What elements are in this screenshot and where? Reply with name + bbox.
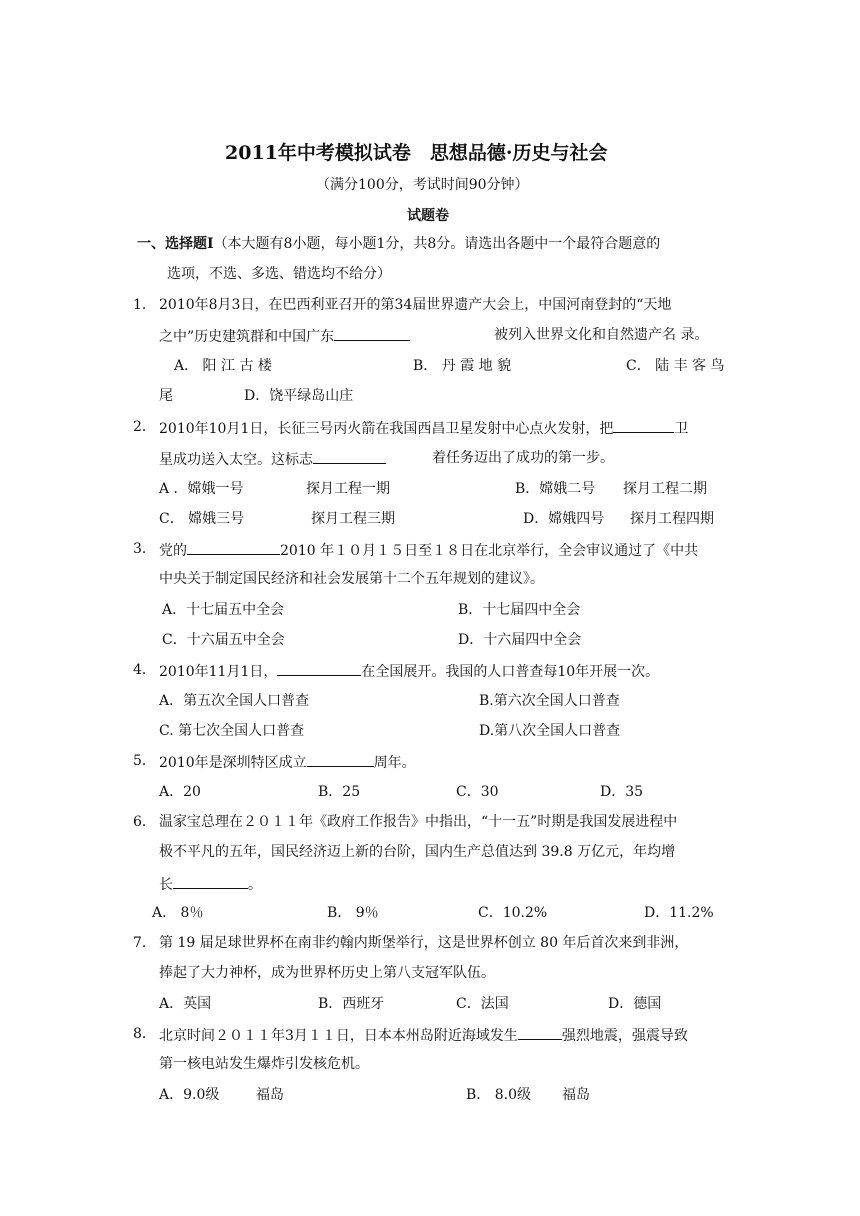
question-4-option-d: D.第八次全国人口普查: [479, 723, 621, 739]
question-6-text-end: 。: [248, 877, 262, 893]
question-6-number: 6．: [133, 814, 156, 830]
part1-instruction: （本大题有8小题，每小题1分，共8分。请选出各题中一个最符合题意的: [213, 236, 661, 252]
question-2-text: 2010年10月1日，长征三号丙火箭在我国西昌卫星发射中心点火发射，把: [159, 421, 614, 437]
question-6-option-a: A． 8％: [152, 905, 204, 921]
answer-blank: [277, 660, 361, 676]
part1-heading: 一、选择题Ⅰ: [137, 236, 214, 252]
question-8-option-b: B． 8.0级: [466, 1087, 532, 1103]
question-8-number: 8．: [133, 1026, 156, 1042]
question-2-option-d: D．嫦娥四号: [523, 511, 605, 527]
question-1-stem-cont: [159, 325, 410, 347]
question-1-option-c-cont: 尾: [159, 388, 173, 404]
question-3-text: 党的: [159, 543, 187, 559]
question-5-stem: [159, 751, 416, 773]
question-2-option-a-detail: 探月工程一期: [306, 481, 390, 497]
question-8-text-end: 强烈地震，强震导致: [561, 1028, 688, 1044]
question-2-option-b-detail: 探月工程二期: [623, 481, 707, 497]
question-8-option-a: A．9.0级: [159, 1087, 220, 1103]
question-5-option-c: C．30: [456, 784, 499, 800]
question-5-text-end: 周年。: [373, 755, 416, 771]
question-1-text-end: 被列入世界文化和自然遗产名 录。: [494, 327, 709, 343]
section-label: 试题卷: [407, 208, 449, 224]
question-3-option-a: A．十七届五中全会: [162, 602, 285, 618]
answer-blank: [313, 448, 386, 464]
question-1-option-c: C． 陆 丰 客 鸟: [626, 358, 725, 374]
question-4-option-c: C. 第七次全国人口普查: [159, 723, 305, 739]
question-3-stem: [159, 539, 698, 561]
question-2-text-2: 星成功送入太空。这标志: [159, 452, 313, 468]
question-7-number: 7．: [133, 935, 156, 951]
question-2-stem: [159, 417, 688, 439]
question-4-option-b: B.第六次全国人口普查: [479, 693, 620, 709]
question-8-option-b-detail: 福岛: [562, 1087, 590, 1103]
question-4-text-end: 在全国展开。我国的人口普查每10年开展一次。: [361, 664, 660, 680]
question-2-option-c: C． 嫦娥三号: [159, 511, 245, 527]
question-1-stem: 2010年8月3日，在巴西利亚召开的第34届世界遗产大会上，中国河南登封的“天地: [159, 297, 672, 313]
question-4-text: 2010年11月1日，: [159, 664, 278, 680]
answer-blank: [334, 325, 410, 341]
question-6-stem-end: [159, 873, 262, 895]
question-4-number: 4．: [133, 662, 156, 678]
question-1-option-d: D．饶平绿岛山庄: [244, 388, 354, 404]
question-1-number: 1．: [133, 297, 156, 313]
question-3-option-b: B．十七届四中全会: [458, 602, 581, 618]
question-4-stem: [159, 660, 659, 682]
question-2-option-b: B．嫦娥二号: [515, 481, 596, 497]
question-3-option-c: C．十六届五中全会: [162, 632, 285, 648]
answer-blank: [173, 873, 248, 889]
question-7-option-c: C．法国: [456, 996, 509, 1012]
question-6-stem-cont: 极不平凡的五年，国民经济迈上新的台阶，国内生产总值达到 39.8 万亿元，年均增: [159, 844, 676, 860]
question-1-option-b: B． 丹 霞 地 貌: [413, 358, 512, 374]
question-8-stem: [159, 1024, 688, 1046]
question-3-stem-cont: 中央关于制定国民经济和社会发展第十二个五年规划的建议》。: [159, 571, 544, 587]
question-4-option-a: A．第五次全国人口普查: [159, 693, 310, 709]
question-3-option-d: D．十六届四中全会: [458, 632, 582, 648]
question-6-option-b: B． 9％: [327, 905, 379, 921]
question-7-stem: 第 19 届足球世界杯在南非约翰内斯堡举行，这是世界杯创立 80 年后首次来到非洲，: [159, 935, 689, 951]
question-3-text-end: 2010 年１０月１５日至１８日在北京举行，全会审议通过了《中共: [280, 543, 699, 559]
question-6-option-c: C．10.2%: [478, 905, 548, 921]
question-1-option-a: A． 阳 江 古 楼: [174, 358, 272, 374]
question-7-stem-cont: 捧起了大力神杯，成为世界杯历史上第八支冠军队伍。: [159, 965, 495, 981]
question-2-option-d-detail: 探月工程四期: [630, 511, 714, 527]
part1-instruction-cont: 选项，不选、多选、错选均不给分）: [167, 266, 391, 282]
question-8-stem-cont: 第一核电站发生爆炸引发核危机。: [159, 1056, 369, 1072]
question-7-option-a: A．英国: [159, 996, 212, 1012]
question-2-stem-cont: [159, 448, 386, 470]
question-5-number: 5．: [133, 753, 156, 769]
question-1-text: 之中”历史建筑群和中国广东: [159, 329, 335, 345]
question-6-option-d: D．11.2%: [644, 905, 714, 921]
answer-blank: [518, 1024, 562, 1040]
question-5-text: 2010年是深圳特区成立: [159, 755, 307, 771]
question-3-number: 3．: [133, 541, 156, 557]
question-5-option-a: A．20: [159, 784, 201, 800]
paper-subtitle: （满分100分，考试时间90分钟）: [316, 177, 529, 193]
answer-blank: [613, 417, 674, 433]
question-7-option-b: B．西班牙: [318, 996, 385, 1012]
question-5-option-d: D．35: [600, 784, 644, 800]
question-2-option-c-detail: 探月工程三期: [311, 511, 395, 527]
question-6-text: 长: [159, 877, 173, 893]
answer-blank: [187, 539, 280, 555]
question-2-text-2-end: 着任务迈出了成功的第一步。: [432, 450, 614, 466]
question-8-option-a-detail: 福岛: [256, 1087, 284, 1103]
question-8-text: 北京时间２０１１年3月１１日，日本本州岛附近海域发生: [159, 1028, 518, 1044]
question-7-option-d: D．德国: [608, 996, 662, 1012]
question-2-option-a: A ．嫦娥一号: [159, 481, 244, 497]
answer-blank: [307, 751, 374, 767]
question-5-option-b: B．25: [318, 784, 361, 800]
question-2-number: 2．: [133, 419, 156, 435]
question-6-stem: 温家宝总理在２０１１年《政府工作报告》中指出，“十一五”时期是我国发展进程中: [159, 814, 678, 830]
question-2-text-end: 卫: [674, 421, 689, 437]
paper-title: 2011年中考模拟试卷 思想品德·历史与社会: [225, 142, 608, 164]
part1-heading-line: [137, 234, 660, 254]
